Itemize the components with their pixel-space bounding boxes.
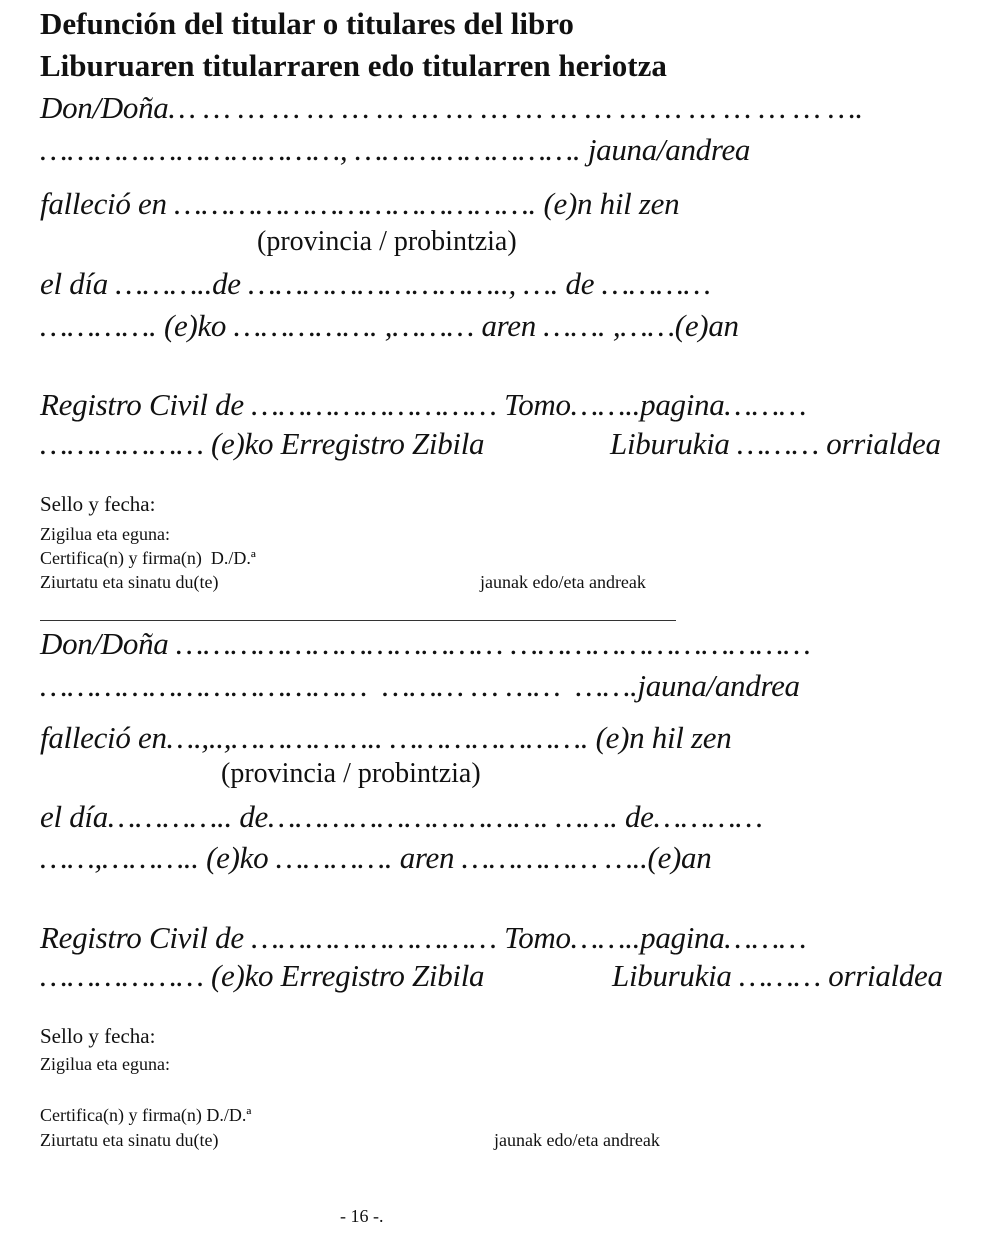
stamp-date-basque-label: Zigilua eta eguna:	[40, 1054, 170, 1074]
province-label: (provincia / probintzia)	[221, 758, 481, 789]
civil-registry-basque-field: ……………… (e)ko Erregistro Zibila	[40, 426, 485, 461]
jauna-andrea-field: ……………………………… ……… … …… …….jauna/andrea	[40, 668, 800, 703]
page-subtitle: Liburuaren titularraren edo titularren heriotza	[40, 48, 667, 83]
place-of-death-field: falleció en….,..,…………….. …………………. (e)n hil zen	[40, 720, 732, 755]
date-of-death-field: el día ………..de ……………………….., …. de …………	[40, 266, 711, 301]
don-dona-field: Don/Doña… … … … … … … … … … … … … … … … … … … ….	[40, 90, 863, 125]
volume-page-basque-field: Liburukia ……… orrialdea	[610, 426, 941, 461]
certify-sign-label: Certifica(n) y firma(n) D./D.ª	[40, 548, 256, 568]
stamp-date-label: Sello y fecha:	[40, 1024, 156, 1048]
certify-sign-basque-label: Ziurtatu eta sinatu du(te)	[40, 1130, 219, 1150]
civil-registry-field: Registro Civil de ……………………… Tomo……..pagina………	[40, 387, 807, 422]
civil-registry-field: Registro Civil de ……………………… Tomo……..pagina………	[40, 920, 807, 955]
jauna-andrea-field: ……………………………, ……………………. jauna/andrea	[40, 132, 751, 167]
certify-sign-label: Certifica(n) y firma(n) D./D.ª	[40, 1105, 252, 1125]
civil-registry-basque-field: ……………… (e)ko Erregistro Zibila	[40, 958, 485, 993]
signatories-label: jaunak edo/eta andreak	[480, 572, 646, 592]
stamp-date-basque-label: Zigilua eta eguna:	[40, 524, 170, 544]
signatories-label: jaunak edo/eta andreak	[494, 1130, 660, 1150]
volume-page-basque-field: Liburukia ……… orrialdea	[612, 958, 943, 993]
certify-sign-basque-label: Ziurtatu eta sinatu du(te)	[40, 572, 219, 592]
section-divider	[40, 620, 676, 621]
page-title: Defunción del titular o titulares del libro	[40, 6, 574, 41]
stamp-date-label: Sello y fecha:	[40, 492, 156, 516]
don-dona-field: Don/Doña ……………………………… ……………………………	[40, 626, 811, 661]
province-label: (provincia / probintzia)	[257, 226, 517, 257]
page-number: - 16 -.	[340, 1206, 384, 1226]
date-of-death-field: el día………….. de…………………………. ……. de…………	[40, 799, 763, 834]
date-basque-field: ……,……….. (e)ko …………. aren …………… …..(e)an	[40, 840, 712, 875]
date-basque-field: …………. (e)ko ……………. ,……… aren ……. ,……(e)an	[40, 308, 739, 343]
place-of-death-field: falleció en …………………………………. (e)n hil zen	[40, 186, 680, 221]
